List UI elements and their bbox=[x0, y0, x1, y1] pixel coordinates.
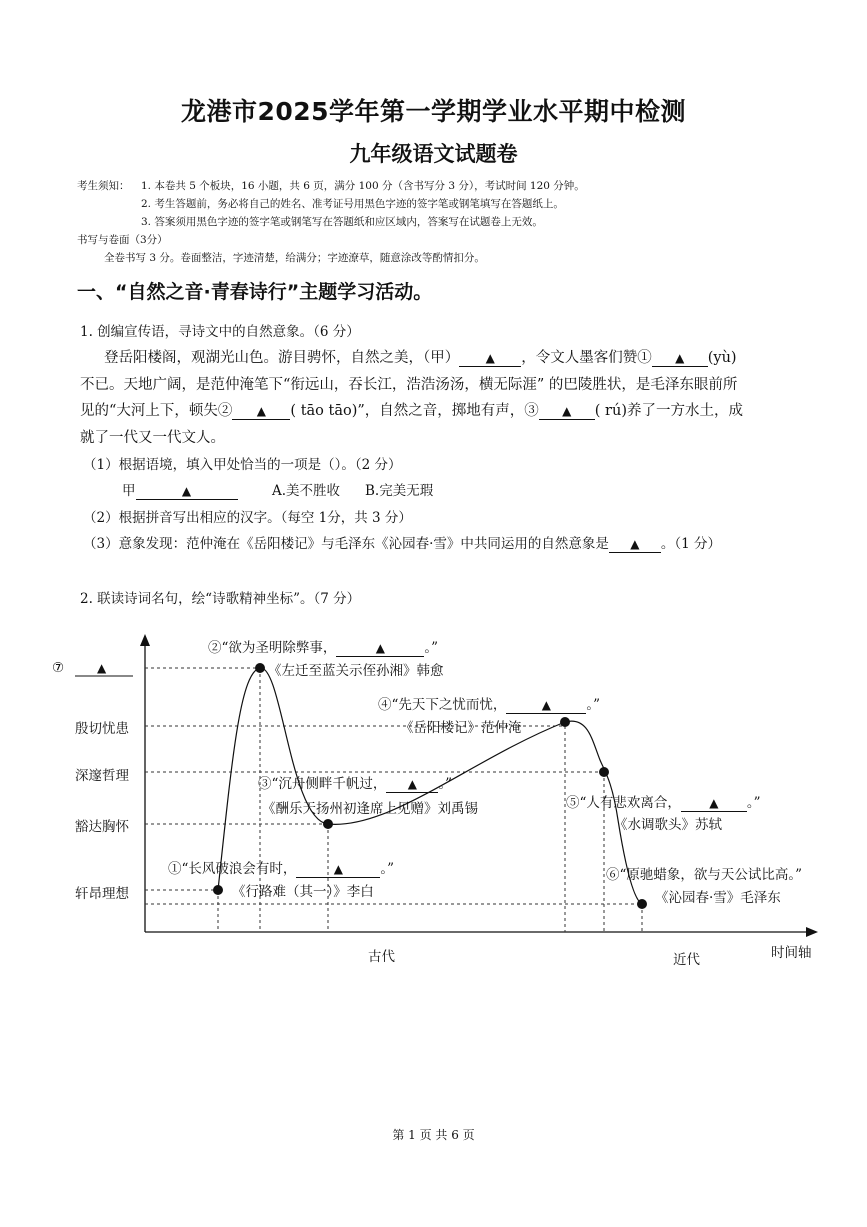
page-number: 第 1 页 共 6 页 bbox=[392, 1128, 475, 1142]
data-point-2 bbox=[255, 663, 265, 673]
source-4: 《岳阳楼记》范仲淹 bbox=[400, 720, 522, 736]
triangle-icon: ▲ bbox=[675, 351, 685, 365]
answer-label: 甲 bbox=[122, 483, 136, 499]
x-tick-label: 古代 bbox=[368, 949, 395, 965]
source-1: 《行路难（其一）》李白 bbox=[232, 884, 374, 900]
quote-1-blank[interactable] bbox=[296, 861, 380, 878]
sub-question-2: （2）根据拼音写出相应的汉字。（每空 1分，共 3 分） bbox=[83, 510, 412, 526]
notice-label: 考生须知： bbox=[77, 180, 130, 192]
source-5: 《水调歌头》苏轼 bbox=[614, 817, 722, 833]
sub-question-3-text: （3）意象发现：范仲淹在《岳阳楼记》与毛泽东《沁园春·雪》中共同运用的自然意象是 bbox=[83, 536, 609, 552]
quote-tail: 。” bbox=[746, 795, 761, 811]
data-point-5 bbox=[599, 767, 609, 777]
blank-number-2: ② bbox=[217, 403, 233, 419]
passage-line-1 bbox=[104, 346, 737, 367]
passage-line-4: 就了一代又一代文人。 bbox=[80, 430, 225, 446]
triangle-icon: ▲ bbox=[181, 484, 192, 498]
quote-tail: 。” bbox=[380, 861, 395, 877]
notice-item-1: 1. 本卷共 5 个板块，16 小题，共 6 页，满分 100 分（含书写分 3 分），考试时间 120 分钟。 bbox=[141, 180, 585, 192]
x-axis-arrow-icon bbox=[806, 927, 818, 937]
blank-3[interactable] bbox=[539, 403, 595, 420]
data-point-6 bbox=[637, 899, 647, 909]
quote-text: ①“长风破浪会有时， bbox=[168, 861, 297, 877]
writing-text: 全卷书写 3 分。卷面整洁，字迹清楚，给满分；字迹潦草，随意涂改等酌情扣分。 bbox=[104, 252, 485, 264]
passage-line-2: 不已。天地广阔，是范仲淹笔下“衔远山，吞长江，浩浩汤汤，横无际涯” 的巴陵胜状，是毛泽东眼前所 bbox=[80, 377, 738, 393]
sub-question-1-answer bbox=[122, 479, 238, 500]
option-b[interactable]: B.完美无瑕 bbox=[365, 483, 434, 499]
exam-title: 龙港市2025学年第一学期学业水平期中检测 bbox=[180, 97, 687, 126]
quote-tail: 。” bbox=[586, 697, 601, 713]
passage-line-3 bbox=[80, 399, 743, 420]
option-a[interactable]: A.美不胜收 bbox=[272, 483, 341, 499]
sub-question-3 bbox=[83, 532, 721, 553]
data-point-3 bbox=[323, 819, 333, 829]
source-3: 《酬乐天扬州初逢席上见赠》刘禹锡 bbox=[262, 801, 478, 817]
notice-item-3: 3. 答案须用黑色字迹的签字笔或钢笔写在答题纸和应区域内，答案写在试题卷上无效。 bbox=[141, 216, 543, 228]
quote-2 bbox=[208, 636, 438, 657]
data-point-1 bbox=[213, 885, 223, 895]
quote-6: ⑥“原驰蜡象，欲与天公试比高。” bbox=[606, 867, 803, 883]
quote-text: ④“先天下之忧而忧， bbox=[378, 697, 507, 713]
quote-text: ③“沉舟侧畔千帆过， bbox=[258, 776, 387, 792]
triangle-icon: ▲ bbox=[256, 404, 267, 418]
source-2: 《左迁至蓝关示侄孙湘》韩愈 bbox=[268, 663, 444, 679]
triangle-icon: ▲ bbox=[97, 661, 107, 675]
blank-sub3[interactable] bbox=[609, 536, 661, 553]
quote-tail: 。” bbox=[438, 776, 453, 792]
blank-jia[interactable] bbox=[459, 350, 521, 367]
triangle-icon: ▲ bbox=[562, 404, 572, 418]
writing-title: 书写与卷面（3分） bbox=[77, 234, 168, 246]
blank-number-3: ③ bbox=[524, 403, 539, 419]
x-axis-label: 时间轴 bbox=[771, 945, 812, 961]
quote-3-blank[interactable] bbox=[386, 776, 438, 793]
data-point-4 bbox=[560, 717, 570, 727]
quote-5-blank[interactable] bbox=[681, 795, 747, 812]
y-axis-arrow-icon bbox=[140, 634, 150, 646]
triangle-icon: ▲ bbox=[541, 698, 552, 712]
quote-tail: 。” bbox=[424, 640, 439, 656]
question-2-title: 2. 联读诗词名句，绘“诗歌精神坐标”。（7 分） bbox=[80, 591, 361, 607]
exam-subtitle: 九年级语文试题卷 bbox=[349, 142, 518, 166]
triangle-icon: ▲ bbox=[375, 641, 386, 655]
triangle-icon: ▲ bbox=[407, 777, 418, 791]
sub-question-3-tail: 。（1 分） bbox=[660, 536, 722, 552]
quote-text: ⑤“人有悲欢离合， bbox=[566, 795, 681, 811]
quote-1 bbox=[168, 857, 394, 878]
passage-text: ( rú)养了一方水土，成 bbox=[594, 403, 743, 419]
y-tick-label: 殷切忧患 bbox=[75, 721, 129, 737]
triangle-icon: ▲ bbox=[333, 862, 344, 876]
notice-item-2: 2. 考生答题前，务必将自己的姓名、准考证号用黑色字迹的签字笔或钢笔填写在答题纸上。 bbox=[141, 198, 564, 210]
quote-text: ②“欲为圣明除弊事， bbox=[208, 640, 337, 656]
quote-4 bbox=[378, 693, 600, 714]
triangle-icon: ▲ bbox=[485, 351, 495, 365]
blank-jia-answer[interactable] bbox=[136, 483, 238, 500]
quote-4-blank[interactable] bbox=[506, 697, 586, 714]
sub-question-1: （1）根据语境，填入甲处恰当的一项是（）。（2 分） bbox=[83, 457, 402, 473]
y-blank-number: ⑦ bbox=[52, 660, 65, 676]
passage-text: ，令文人墨客们赞 bbox=[521, 350, 638, 366]
y-tick-label: 豁达胸怀 bbox=[75, 819, 129, 835]
triangle-icon: ▲ bbox=[630, 537, 640, 551]
triangle-icon: ▲ bbox=[709, 796, 719, 810]
source-6: 《沁园春·雪》毛泽东 bbox=[655, 890, 781, 906]
pinyin-1: (yù) bbox=[707, 350, 737, 366]
quote-5 bbox=[566, 791, 761, 812]
blank-number-1: ① bbox=[637, 350, 652, 366]
quote-2-blank[interactable] bbox=[336, 640, 424, 657]
x-tick-label: 近代 bbox=[673, 952, 700, 968]
y-tick-label: 轩昂理想 bbox=[75, 886, 129, 902]
blank-1[interactable] bbox=[652, 350, 708, 367]
y-tick-label: 深邃哲理 bbox=[75, 768, 129, 784]
passage-text: 登岳阳楼阁，观湖光山色。游目骋怀，自然之美，（甲） bbox=[104, 350, 460, 366]
quote-3 bbox=[258, 772, 452, 793]
passage-text: 见的“大河上下，顿失 bbox=[80, 403, 218, 419]
question-1-title: 1. 创编宣传语，寻诗文中的自然意象。（6 分） bbox=[80, 324, 360, 340]
passage-text: ( tāo tāo)”，自然之音，掷地有声， bbox=[290, 403, 525, 419]
section-title: 一、“自然之音·青春诗行”主题学习活动。 bbox=[77, 281, 433, 303]
blank-2[interactable] bbox=[232, 403, 290, 420]
